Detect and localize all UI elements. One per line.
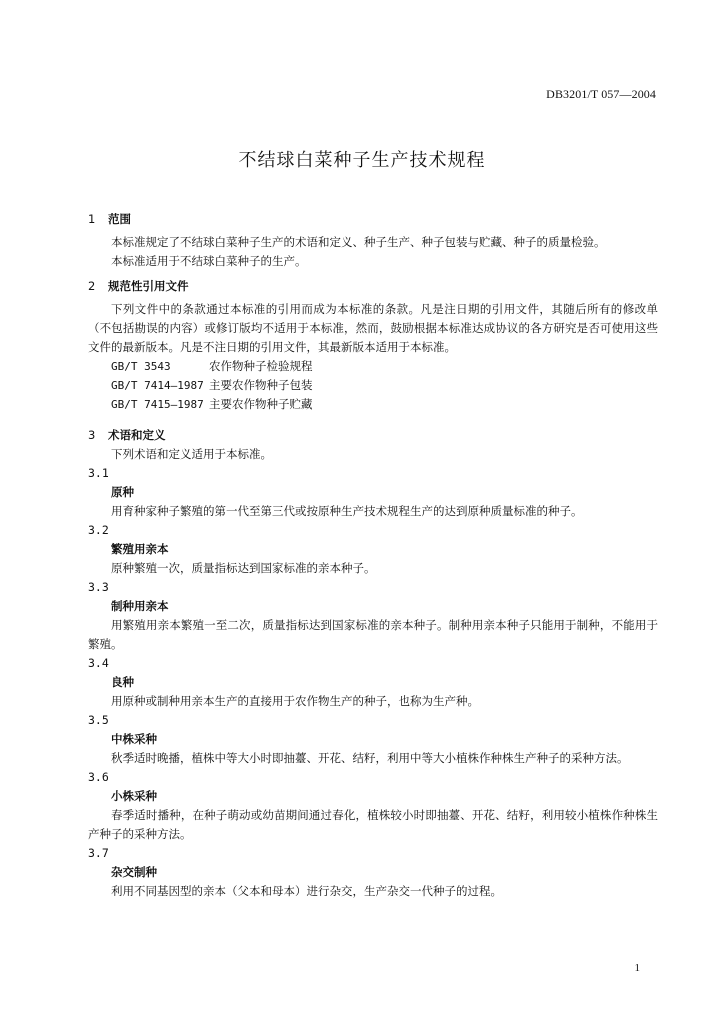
page-number: 1: [634, 962, 640, 974]
document-title: 不结球白菜种子生产技术规程: [238, 150, 486, 171]
section-2-paragraph: 下列文件中的条款通过本标准的引用而成为本标准的条款。凡是注日期的引用文件，其随后所有的修改单（不包括勘误的内容）或修订版均不适用于本标准，然而，鼓励根据本标准达成协议的各方研究是否可使用这些文件的最新版本。凡是不注日期的引用文件，其最新版本适用于本标准。: [88, 302, 658, 354]
section-1-paragraph-1: 本标准规定了不结球白菜种子生产的术语和定义、种子生产、种子包装与贮藏、种子的质量检验。: [111, 235, 606, 249]
term-definition: 利用不同基因型的亲本（父本和母本）进行杂交，生产杂交一代种子的过程。: [111, 884, 502, 898]
document-number: DB3201/T 057—2004: [546, 87, 656, 101]
term-name: 制种用亲本: [111, 599, 169, 613]
section-title: 规范性引用文件: [108, 279, 189, 293]
term-number: 3.6: [88, 770, 109, 784]
term-definition: 用繁殖用亲本繁殖一至二次，质量指标达到国家标准的亲本种子。制种用亲本种子只能用于制种，不能用于繁殖。: [88, 618, 658, 651]
term-definition: 原种繁殖一次，质量指标达到国家标准的亲本种子。: [111, 561, 376, 575]
term-definition: 用原种或制种用亲本生产的直接用于农作物生产的种子，也称为生产种。: [111, 694, 479, 708]
term-number: 3.2: [88, 523, 109, 537]
term-number: 3.3: [88, 580, 109, 594]
term-name: 中株采种: [111, 732, 157, 746]
term-definition: 秋季适时晚播，植株中等大小时即抽薹、开花、结籽，利用中等大小植株作种株生产种子的采种方法。: [111, 751, 629, 765]
term-name: 小株采种: [111, 789, 157, 803]
reference-item: [88, 395, 658, 414]
section-2-heading: [88, 277, 658, 296]
section-3-intro: 下列术语和定义适用于本标准。: [111, 447, 272, 461]
section-number: 2: [88, 279, 96, 293]
term-number: 3.4: [88, 656, 109, 670]
term-number: 3.7: [88, 846, 109, 860]
reference-item: [88, 376, 658, 395]
section-1-heading: [88, 210, 658, 229]
section-title: 术语和定义: [108, 428, 166, 442]
reference-name: 主要农作物种子包装: [209, 378, 313, 392]
document-body: [88, 210, 658, 901]
reference-code: GB/T 7414—1987: [111, 379, 204, 392]
reference-code: GB/T 7415—1987: [111, 398, 204, 411]
reference-item: [88, 357, 658, 376]
term-number: 3.1: [88, 466, 109, 480]
reference-name: 主要农作物种子贮藏: [209, 397, 313, 411]
term-name: 繁殖用亲本: [111, 542, 169, 556]
section-number: 1: [88, 212, 96, 226]
section-title: 范围: [108, 212, 131, 226]
section-1-paragraph-2: 本标准适用于不结球白菜种子的生产。: [111, 254, 307, 268]
term-definition: 春季适时播种，在种子萌动或幼苗期间通过春化，植株较小时即抽薹、开花、结籽，利用较小植株作种株生产种子的采种方法。: [88, 808, 658, 841]
section-3-heading: [88, 426, 658, 445]
section-number: 3: [88, 428, 96, 442]
term-name: 原种: [111, 485, 134, 499]
reference-name: 农作物种子检验规程: [209, 359, 313, 373]
term-name: 良种: [111, 675, 134, 689]
reference-code: GB/T 3543: [111, 360, 171, 373]
term-name: 杂交制种: [111, 865, 157, 879]
term-number: 3.5: [88, 713, 109, 727]
term-definition: 用育种家种子繁殖的第一代至第三代或按原种生产技术规程生产的达到原种质量标准的种子。: [111, 504, 583, 518]
